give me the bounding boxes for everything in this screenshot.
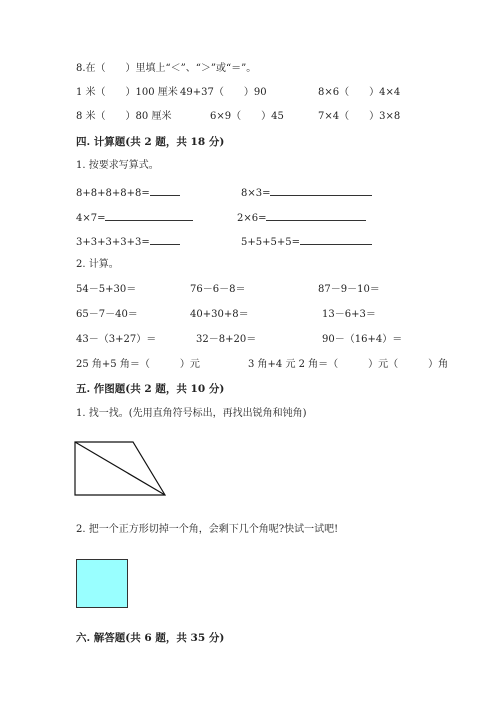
- calc-item: 3 角+4 元 2 角＝（ ）元（ ）角: [248, 359, 449, 370]
- equation-item: [76, 185, 180, 200]
- equation-text: 8×3=: [241, 188, 271, 199]
- q8-item: 8×6（ ）4×4: [318, 87, 401, 98]
- trapezoid-figure: [72, 438, 172, 500]
- q8-item: 7×4（ ）3×8: [318, 111, 401, 122]
- trapezoid-diagonal: [75, 442, 165, 495]
- answer-blank[interactable]: [150, 234, 180, 245]
- calc-item: 65－7－40＝: [76, 309, 138, 320]
- question-prompt: 2. 把一个正方形切掉一个角，会剩下几个角呢?快试一试吧!: [76, 524, 339, 535]
- equation-text: 5+5+5+5=: [241, 237, 300, 248]
- equation-text: 2×6=: [237, 213, 267, 224]
- answer-blank[interactable]: [105, 210, 193, 221]
- calc-item: 87－9－10＝: [318, 284, 380, 295]
- equation-item: [237, 210, 366, 225]
- equation-text: 3+3+3+3+3=: [76, 237, 150, 248]
- calc-item: 76－6－8＝: [190, 284, 246, 295]
- square-figure: [76, 559, 128, 608]
- equation-item: [241, 185, 372, 200]
- answer-blank[interactable]: [266, 210, 366, 221]
- calc-item: 40+30+8＝: [190, 309, 249, 320]
- equation-text: 4×7=: [76, 213, 106, 224]
- calc-item: 13－6+3＝: [322, 309, 376, 320]
- calc-item: 90－（16+4）＝: [322, 334, 403, 345]
- answer-blank[interactable]: [300, 234, 372, 245]
- calc-item: 54－5+30＝: [76, 284, 137, 295]
- question-prompt: 1. 按要求写算式。: [76, 160, 159, 171]
- equation-item: [241, 234, 372, 249]
- section-heading: 五. 作图题(共 2 题，共 10 分): [76, 383, 225, 395]
- q8-item: 8 米（ ）80 厘米: [76, 111, 172, 122]
- question-prompt: 1. 找一找。(先用直角符号标出，再找出锐角和钝角): [76, 408, 307, 419]
- answer-blank[interactable]: [270, 185, 372, 196]
- answer-blank[interactable]: [150, 185, 180, 196]
- equation-text: 8+8+8+8+8=: [76, 188, 150, 199]
- equation-item: [76, 234, 180, 249]
- calc-item: 43－（3+27）＝: [76, 334, 157, 345]
- q8-item: 49+37（ ）90: [180, 87, 267, 98]
- question-prompt: 2. 计算。: [76, 259, 119, 270]
- q8-item: 6×9（ ）45: [210, 111, 284, 122]
- section-heading: 四. 计算题(共 2 题，共 18 分): [76, 136, 225, 148]
- q8-item: 1 米（ ）100 厘米: [76, 87, 178, 98]
- q8-prompt: 8.在（ ）里填上“＜”、“＞”或“＝”。: [76, 63, 257, 74]
- calc-item: 25 角+5 角＝（ ）元: [76, 359, 200, 370]
- section-heading: 六. 解答题(共 6 题，共 35 分): [76, 632, 225, 644]
- calc-item: 32－8+20＝: [196, 334, 257, 345]
- equation-item: [76, 210, 193, 225]
